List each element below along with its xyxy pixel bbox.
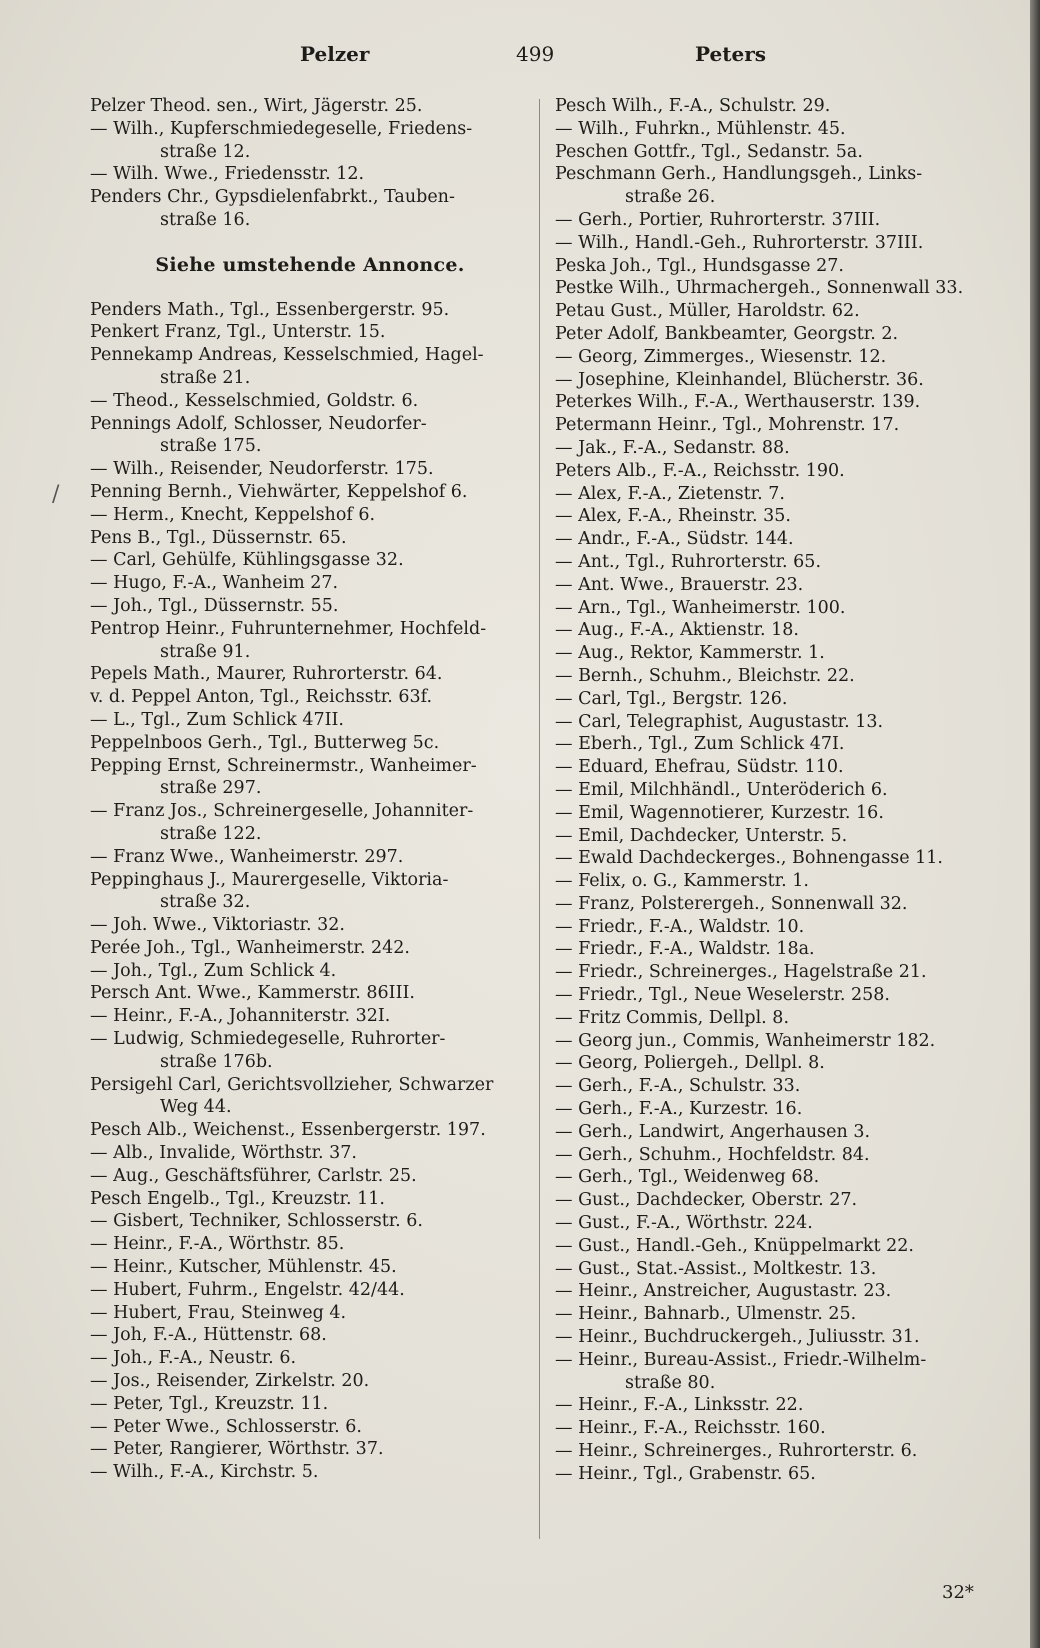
directory-entry: [90, 960, 530, 983]
entry-continuation: straße 32.: [160, 892, 251, 913]
entry-line: Perée Joh., Tgl., Wanheimerstr. 242.: [90, 937, 410, 958]
directory-entry: [90, 709, 530, 732]
directory-entry: [90, 1438, 530, 1461]
entry-line: Pennings Adolf, Schlosser, Neudorfer-: [90, 413, 427, 434]
entry-line: — Joh., F.-A., Neustr. 6.: [90, 1348, 297, 1369]
entry-line: — Josephine, Kleinhandel, Blücherstr. 36.: [555, 369, 924, 390]
entry-line: — Carl, Telegraphist, Augustastr. 13.: [555, 711, 884, 732]
entry-line: v. d. Peppel Anton, Tgl., Reichsstr. 63f.: [90, 687, 433, 708]
directory-entry: [555, 437, 985, 460]
directory-entry: [90, 1233, 530, 1256]
entry-line: — Hubert, Frau, Steinweg 4.: [90, 1302, 347, 1323]
directory-entry: [555, 95, 985, 118]
directory-entry: [90, 755, 530, 801]
directory-entry: [90, 1416, 530, 1439]
entry-line: — Eduard, Ehefrau, Südstr. 110.: [555, 757, 844, 778]
entry-line: — Wilh. Wwe., Friedensstr. 12.: [90, 164, 365, 185]
page-edge: [1030, 0, 1040, 1648]
entry-line: — Wilh., Fuhrkn., Mühlenstr. 45.: [555, 118, 846, 139]
directory-entry: [555, 414, 985, 437]
directory-entry: [555, 1440, 985, 1463]
entry-line: — Bernh., Schuhm., Bleichstr. 22.: [555, 665, 855, 686]
entry-line: Persch Ant. Wwe., Kammerstr. 86III.: [90, 983, 415, 1004]
entry-line: Peschmann Gerh., Handlungsgeh., Links-: [555, 164, 923, 185]
directory-entry: [90, 1074, 530, 1120]
directory-entry: [90, 549, 530, 572]
entry-line: — Gust., Handl.-Geh., Knüppelmarkt 22.: [555, 1235, 914, 1256]
entry-line: — Heinr., Tgl., Grabenstr. 65.: [555, 1463, 816, 1484]
entry-line: — Heinr., F.-A., Wörthstr. 85.: [90, 1234, 345, 1255]
entry-line: — Ant., Tgl., Ruhrorterstr. 65.: [555, 551, 822, 572]
entry-continuation: straße 122.: [160, 823, 262, 844]
directory-entry: [90, 1188, 530, 1211]
directory-entry: [555, 460, 985, 483]
directory-entry: [555, 1098, 985, 1121]
directory-entry: [555, 1212, 985, 1235]
right-column: [555, 95, 985, 1486]
entry-line: — Franz Wwe., Wanheimerstr. 297.: [90, 846, 404, 867]
directory-entry: [555, 118, 985, 141]
entry-line: Peterkes Wilh., F.-A., Werthauserstr. 139.: [555, 392, 921, 413]
entry-line: Petau Gust., Müller, Haroldstr. 62.: [555, 301, 860, 322]
entry-line: — Wilh., Handl.-Geh., Ruhrorterstr. 37III.: [555, 232, 924, 253]
directory-entry: [555, 642, 985, 665]
header-first-name: Pelzer: [300, 42, 370, 66]
entry-line: — Heinr., Bureau-Assist., Friedr.-Wilhelm-: [555, 1349, 927, 1370]
directory-entry: [555, 847, 985, 870]
entry-line: Peschen Gottfr., Tgl., Sedanstr. 5a.: [555, 141, 863, 162]
entry-line: — Gerh., F.-A., Kurzestr. 16.: [555, 1099, 803, 1120]
entry-line: — Aug., Geschäftsführer, Carlstr. 25.: [90, 1165, 417, 1186]
entry-line: — Franz, Polsterergeh., Sonnenwall 32.: [555, 893, 908, 914]
directory-entry: [555, 916, 985, 939]
directory-entry: [90, 1347, 530, 1370]
entry-line: — Heinr., Buchdruckergeh., Juliusstr. 31.: [555, 1327, 920, 1348]
entry-line: Peppelnboos Gerh., Tgl., Butterweg 5c.: [90, 732, 440, 753]
page-header: [90, 42, 990, 82]
header-last-name: Peters: [695, 42, 766, 66]
entry-line: Pepping Ernst, Schreinermstr., Wanheimer-: [90, 755, 477, 776]
directory-entry: [90, 118, 530, 164]
sheet-signature: 32*: [942, 1582, 974, 1603]
entry-line: — Heinr., F.-A., Johanniterstr. 32I.: [90, 1006, 391, 1027]
directory-entry: [555, 870, 985, 893]
directory-entry: [555, 711, 985, 734]
directory-entry: [555, 893, 985, 916]
directory-entry: [90, 1461, 530, 1484]
entry-line: — Carl, Tgl., Bergstr. 126.: [555, 688, 788, 709]
directory-entry: [90, 1324, 530, 1347]
directory-entry: [90, 846, 530, 869]
entry-continuation: straße 16.: [160, 209, 251, 230]
directory-entry: [90, 1028, 530, 1074]
entry-line: — Friedr., Schreinerges., Hagelstraße 21.: [555, 962, 927, 983]
directory-entry: [90, 1302, 530, 1325]
entry-line: — Aug., F.-A., Aktienstr. 18.: [555, 620, 799, 641]
entry-line: — Fritz Commis, Dellpl. 8.: [555, 1007, 790, 1028]
directory-entry: [90, 800, 530, 846]
directory-entry: [90, 869, 530, 915]
entry-line: Peska Joh., Tgl., Hundsgasse 27.: [555, 255, 844, 276]
directory-entry: [555, 1235, 985, 1258]
directory-entry: [555, 232, 985, 255]
entry-continuation: straße 12.: [160, 141, 251, 162]
directory-entry: [555, 1121, 985, 1144]
directory-entry: [555, 1463, 985, 1486]
entry-line: — Franz Jos., Schreinergeselle, Johanniter-: [90, 801, 474, 822]
directory-entry: [90, 186, 530, 232]
entry-line: — Wilh., Kupferschmiedegeselle, Friedens-: [90, 118, 473, 139]
entry-line: — Joh, F.-A., Hüttenstr. 68.: [90, 1325, 327, 1346]
directory-entry: [555, 1349, 985, 1395]
directory-entry: [90, 390, 530, 413]
directory-entry: [555, 141, 985, 164]
directory-entry: [90, 1142, 530, 1165]
directory-entry: [555, 346, 985, 369]
directory-entry: [90, 1393, 530, 1416]
entry-line: — Andr., F.-A., Südstr. 144.: [555, 529, 794, 550]
entry-continuation: straße 80.: [625, 1372, 716, 1393]
entry-line: — Emil, Dachdecker, Unterstr. 5.: [555, 825, 848, 846]
entry-line: — Gust., Stat.-Assist., Moltkestr. 13.: [555, 1258, 877, 1279]
entry-line: — Joh., Tgl., Düssernstr. 55.: [90, 595, 339, 616]
page-number: 499: [516, 42, 555, 66]
annonce-notice: Siehe umstehende Annonce.: [155, 253, 465, 276]
entry-line: — Gerh., Portier, Ruhrorterstr. 37III.: [555, 209, 881, 230]
directory-entry: [555, 1303, 985, 1326]
entry-line: — Gerh., Landwirt, Angerhausen 3.: [555, 1121, 871, 1142]
entry-line: — Heinr., Schreinerges., Ruhrorterstr. 6.: [555, 1441, 918, 1462]
entry-line: — Ant. Wwe., Brauerstr. 23.: [555, 574, 804, 595]
directory-entry: [90, 1005, 530, 1028]
directory-entry: [555, 1417, 985, 1440]
left-column: [90, 95, 530, 1484]
entry-line: — Gust., F.-A., Wörthstr. 224.: [555, 1213, 813, 1234]
entry-line: Pesch Wilh., F.-A., Schulstr. 29.: [555, 96, 831, 116]
directory-entry: [555, 619, 985, 642]
directory-entry: [555, 1258, 985, 1281]
directory-entry: [90, 1210, 530, 1233]
entry-line: — Arn., Tgl., Wanheimerstr. 100.: [555, 597, 846, 618]
directory-entry: [555, 984, 985, 1007]
entry-line: Peters Alb., F.-A., Reichsstr. 190.: [555, 460, 845, 481]
entry-line: — Heinr., F.-A., Reichsstr. 160.: [555, 1418, 826, 1439]
entry-line: — Joh. Wwe., Viktoriastr. 32.: [90, 915, 345, 936]
directory-entry: [555, 209, 985, 232]
directory-entry: [90, 1256, 530, 1279]
directory-entry: [90, 299, 530, 322]
entry-line: — Jak., F.-A., Sedanstr. 88.: [555, 437, 790, 458]
entry-line: — Alex, F.-A., Zietenstr. 7.: [555, 483, 785, 504]
directory-entry: [555, 1394, 985, 1417]
entry-line: — Friedr., F.-A., Waldstr. 10.: [555, 916, 805, 937]
entry-line: — Georg jun., Commis, Wanheimerstr 182.: [555, 1030, 936, 1051]
directory-entry: [90, 937, 530, 960]
entry-line: Penders Chr., Gypsdielenfabrkt., Tauben-: [90, 187, 455, 208]
directory-entry: [555, 551, 985, 574]
directory-entry: [555, 277, 985, 300]
entry-line: Penders Math., Tgl., Essenbergerstr. 95.: [90, 299, 450, 320]
directory-entry: [555, 369, 985, 392]
directory-entry: [555, 756, 985, 779]
directory-entry: [555, 961, 985, 984]
directory-entry: [90, 481, 530, 504]
directory-entry: [90, 413, 530, 459]
directory-entry: [555, 1189, 985, 1212]
directory-entry: [555, 300, 985, 323]
directory-entry: [555, 1075, 985, 1098]
directory-entry: [90, 914, 530, 937]
directory-entry: [90, 163, 530, 186]
entry-line: Pesch Engelb., Tgl., Kreuzstr. 11.: [90, 1188, 385, 1209]
directory-entry: [555, 1052, 985, 1075]
entry-line: Pennekamp Andreas, Kesselschmied, Hagel-: [90, 345, 484, 366]
directory-entry: [90, 572, 530, 595]
directory-entry: [555, 688, 985, 711]
entry-line: — Peter Wwe., Schlosserstr. 6.: [90, 1416, 362, 1437]
entry-line: — Wilh., Reisender, Neudorferstr. 175.: [90, 459, 434, 480]
directory-entry: [90, 732, 530, 755]
entry-line: — Heinr., Bahnarb., Ulmenstr. 25.: [555, 1304, 857, 1325]
entry-continuation: straße 297.: [160, 778, 262, 799]
entry-line: — Gisbert, Techniker, Schlosserstr. 6.: [90, 1211, 423, 1232]
entry-line: — Carl, Gehülfe, Kühlingsgasse 32.: [90, 550, 404, 571]
entry-line: — Georg, Poliergeh., Dellpl. 8.: [555, 1053, 825, 1074]
entry-line: Penkert Franz, Tgl., Unterstr. 15.: [90, 322, 386, 343]
directory-entry: [555, 802, 985, 825]
directory-entry: [555, 1144, 985, 1167]
entry-line: — Friedr., Tgl., Neue Weselerstr. 258.: [555, 985, 890, 1006]
directory-entry: [555, 255, 985, 278]
directory-entry: [90, 663, 530, 686]
entry-line: Peter Adolf, Bankbeamter, Georgstr. 2.: [555, 323, 899, 344]
entry-continuation: straße 175.: [160, 436, 262, 457]
directory-entry: [90, 321, 530, 344]
entry-line: — Felix, o. G., Kammerstr. 1.: [555, 871, 809, 892]
directory-entry: [555, 1280, 985, 1303]
entry-line: — Joh., Tgl., Zum Schlick 4.: [90, 960, 337, 981]
directory-entry: [90, 95, 530, 118]
entry-line: — Theod., Kesselschmied, Goldstr. 6.: [90, 390, 419, 411]
entry-line: — Peter, Tgl., Kreuzstr. 11.: [90, 1393, 329, 1414]
entry-line: — Wilh., F.-A., Kirchstr. 5.: [90, 1462, 319, 1483]
entry-line: — Gerh., F.-A., Schulstr. 33.: [555, 1076, 801, 1097]
entry-line: Pens B., Tgl., Düssernstr. 65.: [90, 527, 347, 548]
entry-line: — Herm., Knecht, Keppelshof 6.: [90, 504, 376, 525]
entry-line: — Gerh., Schuhm., Hochfeldstr. 84.: [555, 1144, 870, 1165]
entry-continuation: straße 176b.: [160, 1051, 273, 1072]
entry-line: — Hugo, F.-A., Wanheim 27.: [90, 573, 339, 594]
entry-line: Pentrop Heinr., Fuhrunternehmer, Hochfeld-: [90, 618, 487, 639]
directory-entry: [555, 665, 985, 688]
entry-line: — Peter, Rangierer, Wörthstr. 37.: [90, 1439, 384, 1460]
directory-entry: [555, 938, 985, 961]
directory-entry: [90, 504, 530, 527]
entry-line: — Eberh., Tgl., Zum Schlick 47I.: [555, 734, 845, 755]
directory-entry: [90, 595, 530, 618]
entry-line: — Alex, F.-A., Rheinstr. 35.: [555, 506, 791, 527]
entry-line: — Ewald Dachdeckerges., Bohnengasse 11.: [555, 848, 943, 869]
entry-line: Pelzer Theod. sen., Wirt, Jägerstr. 25.: [90, 96, 423, 116]
entry-line: — Ludwig, Schmiedegeselle, Ruhrorter-: [90, 1029, 446, 1050]
margin-mark: /: [52, 482, 60, 507]
entry-line: Penning Bernh., Viehwärter, Keppelshof 6.: [90, 481, 468, 502]
directory-entry: [90, 344, 530, 390]
entry-line: Persigehl Carl, Gerichtsvollzieher, Schwarzer: [90, 1074, 494, 1095]
directory-entry: [555, 1030, 985, 1053]
directory-entry: [90, 1119, 530, 1142]
entry-line: — Heinr., Kutscher, Mühlenstr. 45.: [90, 1257, 397, 1278]
directory-entry: [555, 483, 985, 506]
directory-entry: [555, 574, 985, 597]
directory-entry: [555, 733, 985, 756]
entry-line: — Aug., Rektor, Kammerstr. 1.: [555, 643, 825, 664]
entry-line: — Georg, Zimmerges., Wiesenstr. 12.: [555, 346, 887, 367]
directory-entry: [555, 779, 985, 802]
entry-line: — Emil, Wagennotierer, Kurzestr. 16.: [555, 802, 884, 823]
entry-line: — Alb., Invalide, Wörthstr. 37.: [90, 1143, 357, 1164]
directory-entry: [555, 825, 985, 848]
directory-entry: [555, 1326, 985, 1349]
directory-entry: [90, 1279, 530, 1302]
directory-entry: [555, 505, 985, 528]
entry-continuation: Weg 44.: [160, 1097, 232, 1118]
entry-line: — Heinr., F.-A., Linksstr. 22.: [555, 1395, 804, 1416]
directory-entry: [90, 458, 530, 481]
entry-line: — Friedr., F.-A., Waldstr. 18a.: [555, 939, 815, 960]
entry-line: — Jos., Reisender, Zirkelstr. 20.: [90, 1371, 370, 1392]
entry-line: Petermann Heinr., Tgl., Mohrenstr. 17.: [555, 415, 900, 436]
entry-line: — Gerh., Tgl., Weidenweg 68.: [555, 1167, 820, 1188]
entry-line: Pesch Alb., Weichenst., Essenbergerstr. 197.: [90, 1120, 486, 1141]
entry-line: — Emil, Milchhändl., Unteröderich 6.: [555, 779, 888, 800]
directory-entry: [555, 597, 985, 620]
entry-line: Pestke Wilh., Uhrmachergeh., Sonnenwall 33.: [555, 278, 964, 299]
directory-entry: [555, 1166, 985, 1189]
entry-line: — L., Tgl., Zum Schlick 47II.: [90, 709, 344, 730]
directory-entry: [90, 982, 530, 1005]
entry-line: — Heinr., Anstreicher, Augustastr. 23.: [555, 1281, 892, 1302]
directory-entry: [90, 686, 530, 709]
directory-entry: [555, 163, 985, 209]
entry-line: — Gust., Dachdecker, Oberstr. 27.: [555, 1190, 858, 1211]
directory-entry: [90, 1370, 530, 1393]
directory-entry: [90, 527, 530, 550]
entry-continuation: straße 21.: [160, 367, 251, 388]
entry-continuation: straße 91.: [160, 641, 251, 662]
directory-entry: [90, 1165, 530, 1188]
directory-entry: [555, 323, 985, 346]
directory-entry: [90, 618, 530, 664]
entry-line: Pepels Math., Maurer, Ruhrorterstr. 64.: [90, 664, 443, 685]
entry-continuation: straße 26.: [625, 187, 716, 208]
directory-entry: [555, 391, 985, 414]
entry-line: — Hubert, Fuhrm., Engelstr. 42/44.: [90, 1279, 405, 1300]
entry-line: Peppinghaus J., Maurergeselle, Viktoria-: [90, 869, 449, 890]
directory-entry: [555, 1007, 985, 1030]
directory-entry: [555, 528, 985, 551]
